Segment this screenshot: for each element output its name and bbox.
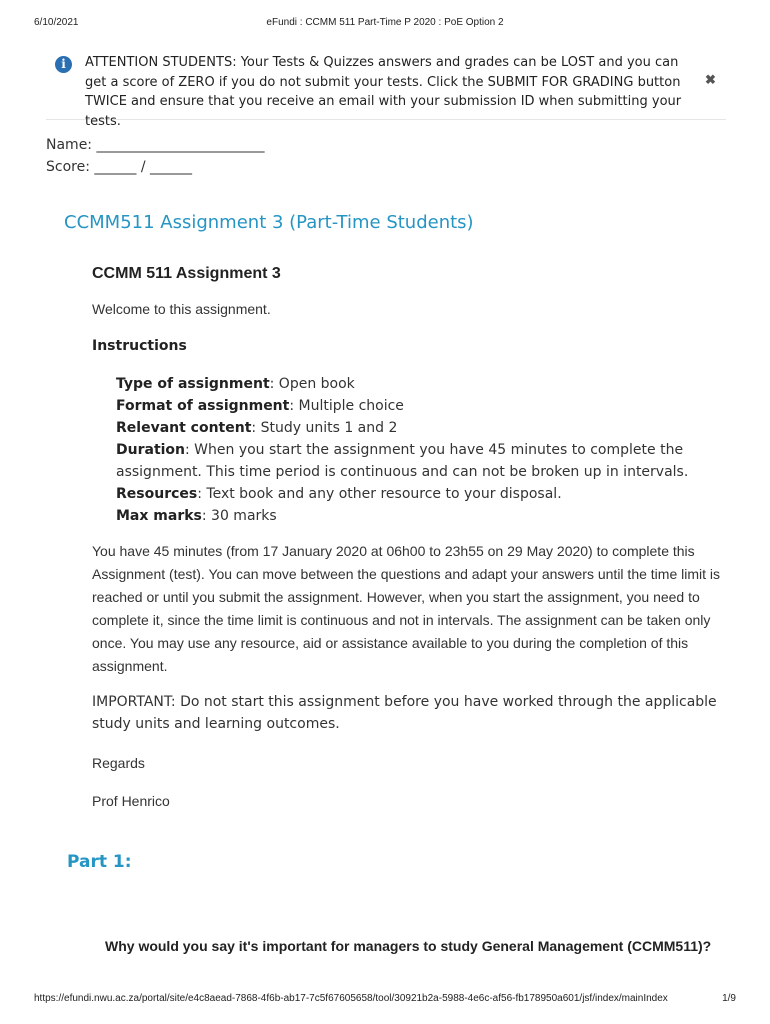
- instruction-item: [116, 439, 716, 483]
- instruction-value: : Text book and any other resource to your disposal.: [197, 486, 562, 502]
- instruction-item: [116, 395, 716, 417]
- question-text: Why would you say it's important for managers to study General Management (CCMM511)?: [105, 938, 712, 954]
- instruction-item: [116, 373, 716, 395]
- instruction-label: Duration: [116, 442, 186, 458]
- instruction-value: : Open book: [269, 376, 355, 392]
- print-footer: [0, 993, 770, 1007]
- print-page-title: eFundi : CCMM 511 Part-Time P 2020 : PoE Option 2: [266, 17, 504, 28]
- assignment-subtitle: CCMM 511 Assignment 3: [92, 265, 281, 282]
- close-icon[interactable]: ✖: [705, 72, 716, 87]
- instruction-label: Resources: [116, 486, 198, 502]
- info-icon: i: [55, 56, 72, 73]
- part-title: Part 1:: [67, 852, 132, 872]
- instruction-item: [116, 505, 716, 527]
- assignment-description: You have 45 minutes (from 17 January 2020 at 06h00 to 23h55 on 29 May 2020) to complete this Assignment (test). You can move between the questions and adapt your answers until the time limit is reached or until you submit the assignment. However, when you start the assignment, you need to complete it, since the time limit is continuous and not in intervals. The assignment can be taken only once. You may use any resource, aid or assistance available to you during the completion of this assignment.: [92, 543, 721, 674]
- attention-alert: [46, 50, 726, 129]
- instruction-value: : Study units 1 and 2: [251, 420, 398, 436]
- instruction-value: : Multiple choice: [289, 398, 404, 414]
- print-url: https://efundi.nwu.ac.za/portal/site/e4c8aead-7868-4f6b-ab17-7c5f67605658/tool/30921b2a-5988-4e6c-af56-fb178950a601/jsf/index/mainIndex: [34, 993, 668, 1004]
- instruction-item: [116, 417, 716, 439]
- instruction-label: Relevant content: [116, 420, 252, 436]
- name-line: Name: ________________________: [46, 137, 265, 153]
- instructions-heading: Instructions: [92, 338, 187, 354]
- signature-text: Prof Henrico: [92, 793, 170, 809]
- instruction-label: Type of assignment: [116, 376, 270, 392]
- instruction-label: Format of assignment: [116, 398, 290, 414]
- instruction-value: : When you start the assignment you have 45 minutes to complete the assignment. This time period is continuous and can not be broken up in intervals.: [116, 442, 689, 480]
- instructions-list: [116, 373, 716, 527]
- regards-text: Regards: [92, 755, 145, 771]
- instruction-value: : 30 marks: [201, 508, 277, 524]
- assignment-title: CCMM511 Assignment 3 (Part-Time Students): [64, 212, 474, 233]
- score-line: Score: ______ / ______: [46, 159, 192, 175]
- welcome-text: Welcome to this assignment.: [92, 301, 271, 317]
- print-header: [0, 17, 770, 31]
- instruction-item: [116, 483, 716, 505]
- page-number: 1/9: [722, 993, 736, 1004]
- print-date: 6/10/2021: [34, 17, 79, 28]
- instruction-label: Max marks: [116, 508, 202, 524]
- important-note: IMPORTANT: Do not start this assignment before you have worked through the applicable study units and learning outcomes.: [92, 694, 717, 732]
- alert-text: ATTENTION STUDENTS: Your Tests & Quizzes answers and grades can be LOST and you can get a score of ZERO if you do not submit your tests. Click the SUBMIT FOR GRADING button TWICE and ensure that you receive an email with your submission ID when submitting your tests.: [85, 55, 682, 129]
